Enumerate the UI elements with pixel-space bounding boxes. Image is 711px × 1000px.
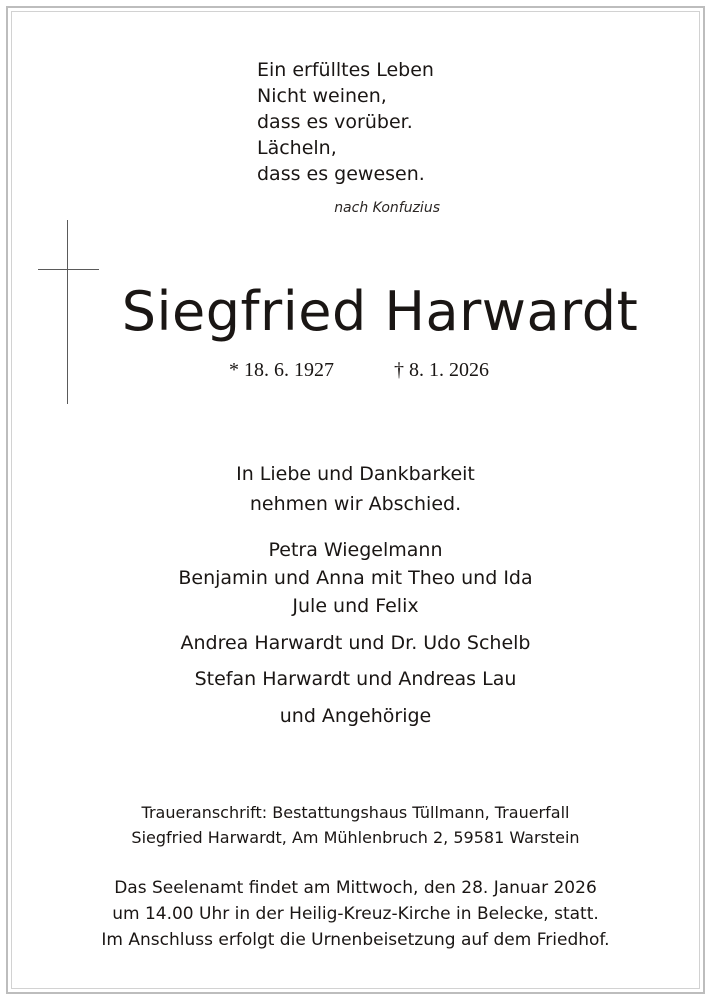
deceased-name: Siegfried Harwardt [121,280,639,343]
service-line: um 14.00 Uhr in der Heilig-Kreuz-Kirche in Belecke, statt. [112,904,599,924]
death-date: † 8. 1. 2026 [394,359,489,381]
poem-line: Lächeln, [257,137,337,159]
poem-attribution: nach Konfuzius [334,200,440,216]
poem-line: dass es gewesen. [257,163,425,185]
mourner-line: Benjamin und Anna mit Theo und Ida [178,567,533,589]
farewell-line: In Liebe und Dankbarkeit [236,463,475,485]
farewell-line: nehmen wir Abschied. [249,493,462,515]
birth-date: * 18. 6. 1927 [229,359,334,381]
poem-line: Ein erfülltes Leben [257,59,434,81]
mourner-line: Stefan Harwardt und Andreas Lau [194,668,517,690]
poem-line: Nicht weinen, [257,85,387,107]
address-line: Siegfried Harwardt, Am Mühlenbruch 2, 59581 Warstein [131,828,580,847]
cross-horizontal-bar [38,269,99,270]
mourner-line: Petra Wiegelmann [268,539,443,561]
service-line: Im Anschluss erfolgt die Urnenbeisetzung auf dem Friedhof. [101,930,610,950]
poem [257,57,434,187]
mourner-line: Jule und Felix [292,595,419,617]
address-line: Traueranschrift: Bestattungshaus Tüllmann, Trauerfall [141,803,570,822]
poem-line: dass es vorüber. [257,111,413,133]
service-line: Das Seelenamt findet am Mittwoch, den 28. Januar 2026 [114,878,597,898]
mourner-line: Andrea Harwardt und Dr. Udo Schelb [180,632,531,654]
mourner-line: und Angehörige [279,705,432,727]
